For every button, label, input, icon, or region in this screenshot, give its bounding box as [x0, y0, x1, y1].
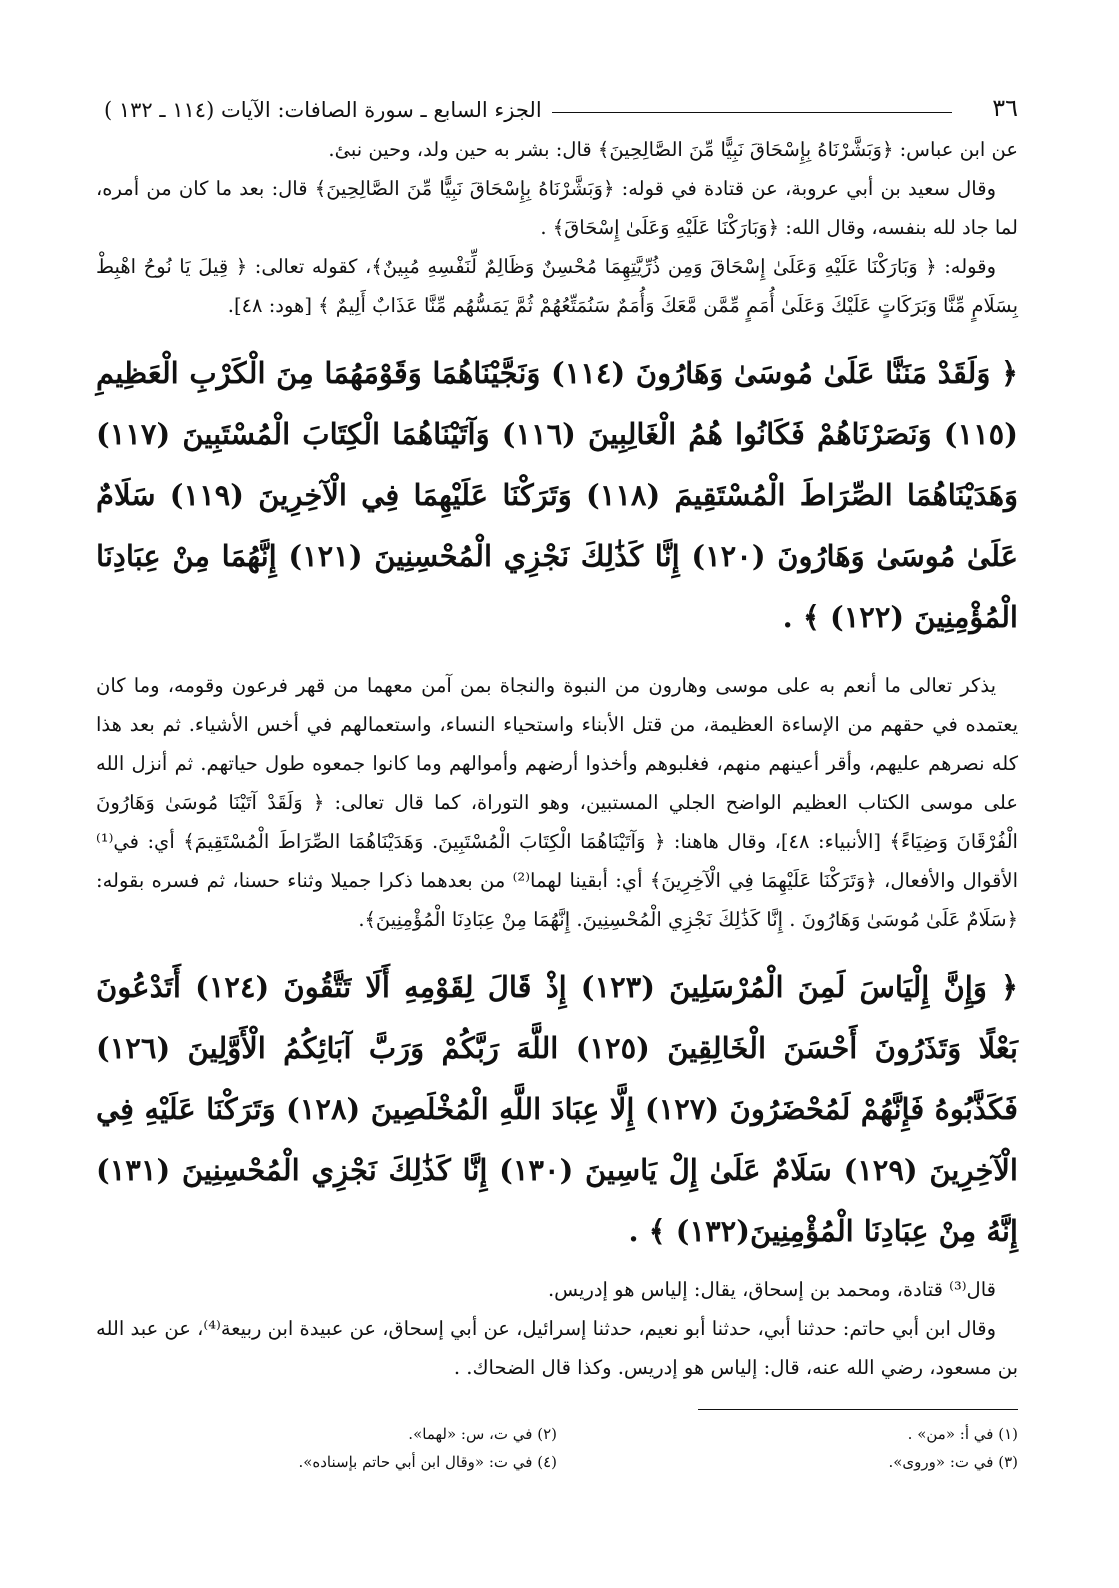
paragraph: وقوله: ﴿ وَبَارَكْنَا عَلَيْهِ وَعَلَىٰ إِسْحَاقَ وَمِن ذُرِّيَّتِهِمَا مُحْسِنٌ وَظَالِمٌ لِّنَفْسِهِ مُبِينٌ﴾، كقوله تعالى: ﴿ قِيلَ يَا نُوحُ اهْبِطْ بِسَلَامٍ مِّنَّا وَبَرَكَاتٍ عَلَيْكَ وَعَلَىٰ أُمَمٍ مِّمَّن مَّعَكَ وَأُمَمٌ سَنُمَتِّعُهُمْ ثُمَّ يَمَسُّهُم مِّنَّا عَذَابٌ أَلِيمٌ ﴾ [هود: ٤٨]. — [96, 255, 1018, 317]
footnote: (٤) في ت: «وقال ابن أبي حاتم بإسناده». — [298, 1453, 557, 1471]
paragraph: وقال ابن أبي حاتم: حدثنا أبي، حدثنا أبو نعيم، حدثنا إسرائيل، عن أبي إسحاق، عن عبيدة ابن ربيعة⁽⁴⁾، عن عبد الله بن مسعود، رضي الله عنه، قال: إلياس هو إدريس. وكذا قال الضحاك. . — [96, 1317, 1018, 1379]
footnotes — [96, 1420, 1018, 1476]
running-header — [96, 88, 1018, 122]
commentary-paragraph: يذكر تعالى ما أنعم به على موسى وهارون من النبوة والنجاة بمن آمن معهما من قهر فرعون وقومه، وما كان يعتمده في حقهم من الإساءة العظيمة، من قتل الأبناء واستحياء النساء، واستعمالهم في أخس الأشياء. ثم بعد هذا كله نصرهم عليهم، وأقر أعينهم منهم، فغلبوهم وأخذوا أرضهم وأموالهم وما كانوا جمعوه طول حياتهم. ثم أنزل الله على موسى الكتاب العظيم الواضح الجلي المستبين، وهو التوراة، كما قال تعالى: ﴿ وَلَقَدْ آتَيْنَا مُوسَىٰ وَهَارُونَ الْفُرْقَانَ وَضِيَاءً﴾ [الأنبياء: ٤٨]، وقال هاهنا: ﴿ وَآتَيْنَاهُمَا الْكِتَابَ الْمُسْتَبِينَ. وَهَدَيْنَاهُمَا الصِّرَاطَ الْمُسْتَقِيمَ﴾ أي: في⁽¹⁾ الأقوال والأفعال، ﴿وَتَرَكْنَا عَلَيْهِمَا فِي الْآخِرِينَ﴾ أي: أبقينا لهما⁽²⁾ من بعدهما ذكرا جميلا وثناء حسنا، ثم فسره بقوله: ﴿سَلَامٌ عَلَىٰ مُوسَىٰ وَهَارُونَ . إِنَّا كَذَٰلِكَ نَجْزِي الْمُحْسِنِينَ. إِنَّهُمَا مِنْ عِبَادِنَا الْمُؤْمِنِينَ﴾. — [96, 674, 1018, 931]
book-page — [96, 88, 1018, 1476]
header-rule — [552, 112, 952, 113]
paragraph: قال⁽³⁾ قتادة، ومحمد بن إسحاق، يقال: إلياس هو إدريس. — [547, 1278, 996, 1301]
footnote: (١) في أ: «من» . — [907, 1425, 1018, 1443]
page-number: ٣٦ — [992, 94, 1018, 122]
footnote: (٣) في ت: «وروى». — [888, 1453, 1018, 1471]
header-title: الجزء السابع ـ سورة الصافات: الآيات (١١٤ ـ ١٣٢ ) — [104, 98, 542, 122]
quran-verses-block: ﴿ وَإِنَّ إِلْيَاسَ لَمِنَ الْمُرْسَلِينَ (١٢٣) إِذْ قَالَ لِقَوْمِهِ أَلَا تَتَّقُونَ (١٢٤) أَتَدْعُونَ بَعْلًا وَتَذَرُونَ أَحْسَنَ الْخَالِقِينَ (١٢٥) اللَّهَ رَبَّكُمْ وَرَبَّ آبَائِكُمُ الْأَوَّلِينَ (١٢٦) فَكَذَّبُوهُ فَإِنَّهُمْ لَمُحْضَرُونَ (١٢٧) إِلَّا عِبَادَ اللَّهِ الْمُخْلَصِينَ (١٢٨) وَتَرَكْنَا عَلَيْهِ فِي الْآخِرِينَ (١٢٩) سَلَامٌ عَلَىٰ إِلْ يَاسِينَ (١٣٠) إِنَّا كَذَٰلِكَ نَجْزِي الْمُحْسِنِينَ (١٣١) إِنَّهُ مِنْ عِبَادِنَا الْمُؤْمِنِينَ(١٣٢) ﴾ . — [96, 970, 1019, 1248]
intro-section — [96, 130, 1018, 325]
footnote: (٢) في ت، س: «لهما». — [408, 1425, 557, 1443]
quran-verses-block: ﴿ وَلَقَدْ مَنَنَّا عَلَىٰ مُوسَىٰ وَهَارُونَ (١١٤) وَنَجَّيْنَاهُمَا وَقَوْمَهُمَا مِنَ الْكَرْبِ الْعَظِيمِ (١١٥) وَنَصَرْنَاهُمْ فَكَانُوا هُمُ الْغَالِبِينَ (١١٦) وَآتَيْنَاهُمَا الْكِتَابَ الْمُسْتَبِينَ (١١٧) وَهَدَيْنَاهُمَا الصِّرَاطَ الْمُسْتَقِيمَ (١١٨) وَتَرَكْنَا عَلَيْهِمَا فِي الْآخِرِينَ (١١٩) سَلَامٌ عَلَىٰ مُوسَىٰ وَهَارُونَ (١٢٠) إِنَّا كَذَٰلِكَ نَجْزِي الْمُحْسِنِينَ (١٢١) إِنَّهُمَا مِنْ عِبَادِنَا الْمُؤْمِنِينَ (١٢٢) ﴾ . — [96, 356, 1018, 634]
paragraph: وقال سعيد بن أبي عروبة، عن قتادة في قوله: ﴿وَبَشَّرْنَاهُ بِإِسْحَاقَ نَبِيًّا مِّنَ الصَّالِحِينَ﴾ قال: بعد ما كان من أمره، لما جاد لله بنفسه، وقال الله: ﴿وَبَارَكْنَا عَلَيْهِ وَعَلَىٰ إِسْحَاقَ﴾ . — [96, 177, 1018, 239]
closing-section — [96, 1270, 1018, 1387]
paragraph: عن ابن عباس: ﴿وَبَشَّرْنَاهُ بِإِسْحَاقَ نَبِيًّا مِّنَ الصَّالِحِينَ﴾ قال: بشر به حين ولد، وحين نبئ. — [328, 138, 1018, 161]
footnote-divider — [698, 1409, 1018, 1410]
